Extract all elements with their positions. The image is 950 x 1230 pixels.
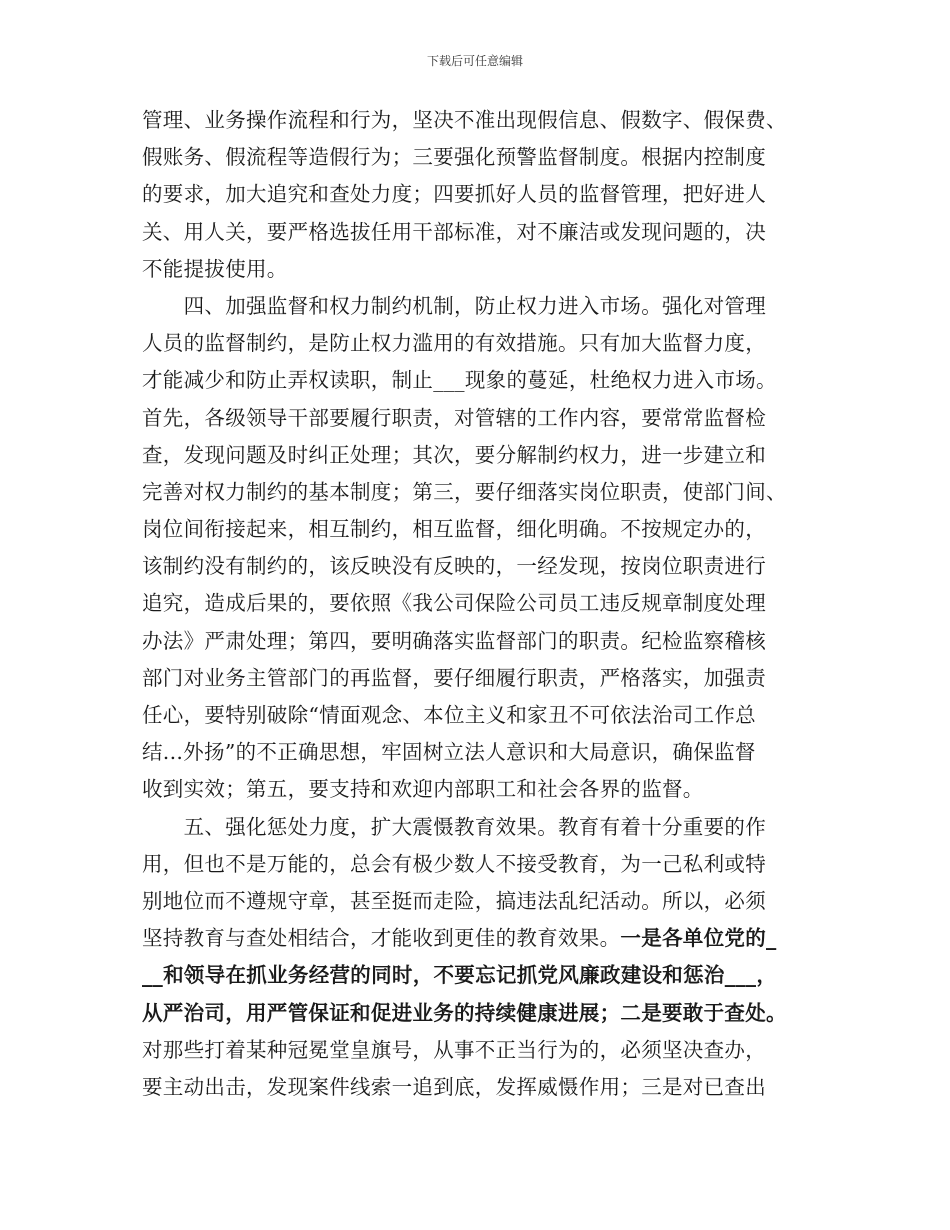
body-line: 管理、业务操作流程和行为，坚决不准出现假信息、假数字、假保费、 [142, 108, 787, 132]
body-line: 查，发现问题及时纠正处理；其次，要分解制约权力，进一步建立和 [142, 442, 766, 467]
body-line: 的要求，加大追究和查处力度；四要抓好人员的监督管理，把好进人 [142, 182, 766, 207]
body-line: 首先，各级领导干部要履行职责，对管辖的工作内容，要常常监督检 [142, 405, 766, 430]
paragraph-start-line: 五、强化惩处力度，扩大震慑教育效果。教育有着十分重要的作 [142, 814, 766, 839]
body-line: 完善对权力制约的基本制度；第三，要仔细落实岗位职责，使部门间、 [142, 479, 787, 504]
body-line: 追究，造成后果的，要依照《我公司保险公司员工违反规章制度处理 [142, 591, 766, 616]
body-line: 对那些打着某种冠冕堂皇旗号，从事不正当行为的，必须坚决查办， [142, 1037, 766, 1062]
body-line: 部门对业务主管部门的再监督，要仔细履行职责，严格落实，加强责 [142, 665, 766, 690]
body-line-normal-part: 坚持教育与查处相结合，才能收到更佳的教育效果。 [142, 926, 621, 951]
body-line: 才能减少和防止弄权读职，制止___现象的蔓延，杜绝权力进入市场。 [142, 368, 777, 393]
body-line: 不能提拔使用。 [142, 256, 288, 281]
body-line: 岗位间衔接起来，相互制约，相互监督，细化明确。不按规定办的， [142, 517, 766, 542]
paragraph-start-line: 四、加强监督和权力制约机制，防止权力进入市场。强化对管理 [142, 293, 766, 318]
bold-body-line: 从严治司，用严管保证和促进业务的持续健康进展；二是要敢于查处。 [142, 1000, 787, 1025]
bold-body-line: __和领导在抓业务经营的同时，不要忘记抓党风廉政建设和惩治___， [142, 963, 778, 988]
body-line: 该制约没有制约的，该反映没有反映的，一经发现，按岗位职责进行 [142, 554, 766, 579]
body-line: 办法》严肃处理；第四，要明确落实监督部门的职责。纪检监察稽核 [142, 628, 766, 653]
body-line: 收到实效；第五，要支持和欢迎内部职工和社会各界的监督。 [142, 777, 704, 802]
body-line-bold-part: 一是各单位党的_ [620, 926, 777, 951]
body-line: 任心，要特别破除“情面观念、本位主义和家丑不可依法治司工作总 [142, 703, 756, 727]
page-header: 下载后可任意编辑 [426, 54, 523, 68]
mixed-weight-line [142, 920, 826, 957]
body-line: 假账务、假流程等造假行为；三要强化预警监督制度。根据内控制度 [142, 145, 766, 170]
body-line: 结...外扬”的不正确思想，牢固树立法人意识和大局意识，确保监督 [142, 740, 756, 765]
body-line: 要主动出击，发现案件线索一追到底，发挥威慑作用；三是对已查出 [142, 1074, 766, 1099]
body-line: 人员的监督制约，是防止权力滥用的有效措施。只有加大监督力度， [142, 331, 766, 356]
body-line: 用，但也不是万能的，总会有极少数人不接受教育，为一己私利或特 [142, 851, 766, 876]
body-line: 关、用人关，要严格选拔任用干部标准，对不廉洁或发现问题的，决 [142, 219, 766, 244]
document-body [142, 102, 826, 1106]
body-line: 别地位而不遵规守章，甚至挺而走险，搞违法乱纪活动。所以，必须 [142, 888, 766, 913]
